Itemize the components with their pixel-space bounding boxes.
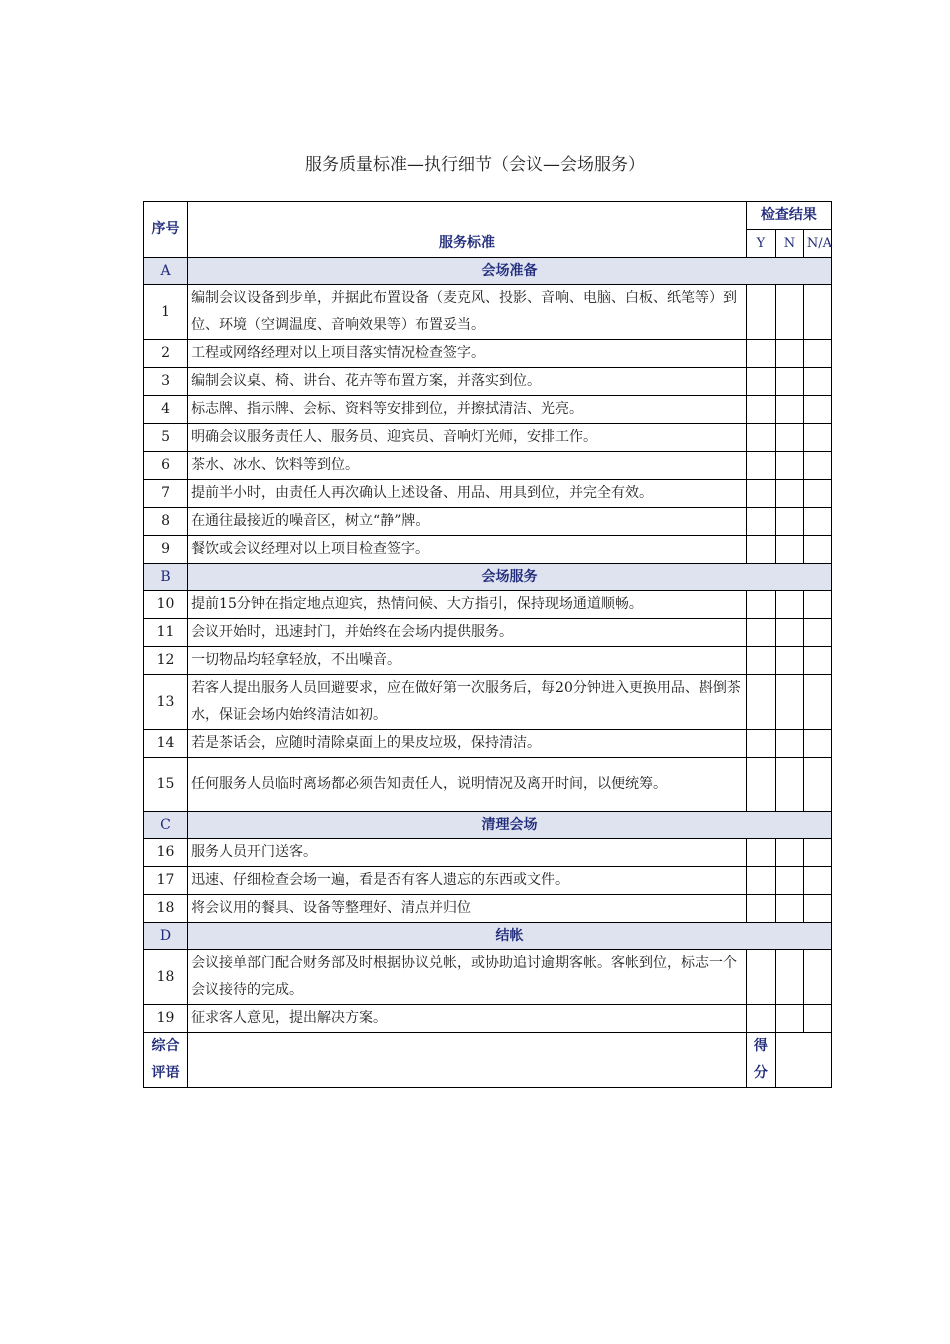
check-na-cell[interactable] [803, 508, 831, 536]
score-label: 得分 [746, 1033, 775, 1088]
header-row [144, 202, 832, 230]
item-standard-text: 会议接单部门配合财务部及时根据协议兑帐，或协助追讨逾期客帐。客帐到位，标志一个会议接待的完成。 [188, 950, 747, 1005]
page-title: 服务质量标准—执行细节（会议—会场服务） [305, 155, 645, 175]
table-row [144, 730, 832, 758]
check-y-cell[interactable] [746, 536, 775, 564]
check-na-cell[interactable] [803, 480, 831, 508]
item-standard-text: 一切物品均轻拿轻放，不出噪音。 [188, 647, 747, 675]
table-row [144, 396, 832, 424]
header-standard: 服务标准 [188, 202, 747, 258]
check-na-cell[interactable] [803, 647, 831, 675]
item-number: 3 [144, 368, 188, 396]
check-na-cell[interactable] [803, 368, 831, 396]
item-number: 8 [144, 508, 188, 536]
check-y-cell[interactable] [746, 340, 775, 368]
check-na-cell[interactable] [803, 895, 831, 923]
table-row [144, 950, 832, 1005]
check-na-cell[interactable] [803, 839, 831, 867]
item-number: 9 [144, 536, 188, 564]
check-n-cell[interactable] [775, 285, 803, 340]
check-y-cell[interactable] [746, 452, 775, 480]
check-na-cell[interactable] [803, 424, 831, 452]
item-standard-text: 若是茶话会，应随时清除桌面上的果皮垃圾，保持清洁。 [188, 730, 747, 758]
item-number: 18 [144, 895, 188, 923]
item-standard-text: 将会议用的餐具、设备等整理好、清点并归位 [188, 895, 747, 923]
check-n-cell[interactable] [775, 591, 803, 619]
section-code: C [144, 812, 188, 839]
check-y-cell[interactable] [746, 675, 775, 730]
check-na-cell[interactable] [803, 950, 831, 1005]
check-na-cell[interactable] [803, 758, 831, 812]
service-standard-table [143, 201, 832, 1088]
item-standard-text: 在通往最接近的噪音区，树立“静”牌。 [188, 508, 747, 536]
item-number: 14 [144, 730, 188, 758]
section-title: 结帐 [188, 923, 832, 950]
check-na-cell[interactable] [803, 452, 831, 480]
check-n-cell[interactable] [775, 1005, 803, 1033]
check-n-cell[interactable] [775, 867, 803, 895]
comment-field[interactable] [188, 1033, 747, 1088]
item-number: 19 [144, 1005, 188, 1033]
item-standard-text: 编制会议设备到步单，并据此布置设备（麦克风、投影、音响、电脑、白板、纸笔等）到位、环境（空调温度、音响效果等）布置妥当。 [188, 285, 747, 340]
item-number: 16 [144, 839, 188, 867]
check-na-cell[interactable] [803, 340, 831, 368]
check-y-cell[interactable] [746, 950, 775, 1005]
check-y-cell[interactable] [746, 396, 775, 424]
section-row [144, 812, 832, 839]
table-row [144, 839, 832, 867]
check-y-cell[interactable] [746, 591, 775, 619]
item-number: 13 [144, 675, 188, 730]
table-row [144, 619, 832, 647]
item-standard-text: 迅速、仔细检查会场一遍，看是否有客人遗忘的东西或文件。 [188, 867, 747, 895]
table-row [144, 536, 832, 564]
check-na-cell[interactable] [803, 285, 831, 340]
item-standard-text: 征求客人意见，提出解决方案。 [188, 1005, 747, 1033]
check-na-cell[interactable] [803, 536, 831, 564]
check-n-cell[interactable] [775, 340, 803, 368]
item-number: 18 [144, 950, 188, 1005]
header-no: 序号 [144, 202, 188, 258]
item-number: 1 [144, 285, 188, 340]
section-code: A [144, 258, 188, 285]
check-n-cell[interactable] [775, 536, 803, 564]
check-y-cell[interactable] [746, 839, 775, 867]
check-n-cell[interactable] [775, 396, 803, 424]
check-n-cell[interactable] [775, 619, 803, 647]
table-row [144, 675, 832, 730]
section-title: 清理会场 [188, 812, 832, 839]
item-standard-text: 标志牌、指示牌、会标、资料等安排到位，并擦拭清洁、光亮。 [188, 396, 747, 424]
section-code: D [144, 923, 188, 950]
check-n-cell[interactable] [775, 950, 803, 1005]
section-code: B [144, 564, 188, 591]
section-title: 会场服务 [188, 564, 832, 591]
item-standard-text: 若客人提出服务人员回避要求，应在做好第一次服务后，每20分钟进入更换用品、斟倒茶水，保证会场内始终清洁如初。 [188, 675, 747, 730]
table-row [144, 368, 832, 396]
item-standard-text: 服务人员开门送客。 [188, 839, 747, 867]
item-number: 15 [144, 758, 188, 812]
table-row [144, 340, 832, 368]
check-y-cell[interactable] [746, 867, 775, 895]
item-standard-text: 明确会议服务责任人、服务员、迎宾员、音响灯光师，安排工作。 [188, 424, 747, 452]
check-na-cell[interactable] [803, 619, 831, 647]
check-y-cell[interactable] [746, 285, 775, 340]
check-n-cell[interactable] [775, 480, 803, 508]
table-row [144, 1005, 832, 1033]
score-field[interactable] [775, 1033, 831, 1088]
check-n-cell[interactable] [775, 730, 803, 758]
check-y-cell[interactable] [746, 1005, 775, 1033]
section-row [144, 258, 832, 285]
header-check-result: 检查结果 [746, 202, 831, 230]
comment-label: 综合评语 [144, 1033, 188, 1088]
check-na-cell[interactable] [803, 591, 831, 619]
check-y-cell[interactable] [746, 480, 775, 508]
check-n-cell[interactable] [775, 895, 803, 923]
item-standard-text: 编制会议桌、椅、讲台、花卉等布置方案，并落实到位。 [188, 368, 747, 396]
item-number: 5 [144, 424, 188, 452]
check-n-cell[interactable] [775, 839, 803, 867]
item-standard-text: 提前15分钟在指定地点迎宾，热情问候、大方指引，保持现场通道顺畅。 [188, 591, 747, 619]
check-y-cell[interactable] [746, 647, 775, 675]
item-standard-text: 工程或网络经理对以上项目落实情况检查签字。 [188, 340, 747, 368]
table-row [144, 867, 832, 895]
check-y-cell[interactable] [746, 619, 775, 647]
section-title: 会场准备 [188, 258, 832, 285]
check-na-cell[interactable] [803, 675, 831, 730]
item-standard-text: 会议开始时，迅速封门，并始终在会场内提供服务。 [188, 619, 747, 647]
check-n-cell[interactable] [775, 758, 803, 812]
item-number: 10 [144, 591, 188, 619]
check-n-cell[interactable] [775, 452, 803, 480]
check-n-cell[interactable] [775, 508, 803, 536]
check-n-cell[interactable] [775, 675, 803, 730]
check-na-cell[interactable] [803, 730, 831, 758]
table-row [144, 508, 832, 536]
check-n-cell[interactable] [775, 647, 803, 675]
check-n-cell[interactable] [775, 424, 803, 452]
table-row [144, 424, 832, 452]
check-y-cell[interactable] [746, 895, 775, 923]
item-standard-text: 茶水、冰水、饮料等到位。 [188, 452, 747, 480]
section-row [144, 923, 832, 950]
header-na: N/A [803, 230, 831, 258]
table-row [144, 285, 832, 340]
item-standard-text: 提前半小时，由责任人再次确认上述设备、用品、用具到位，并完全有效。 [188, 480, 747, 508]
table-row [144, 758, 832, 812]
item-number: 6 [144, 452, 188, 480]
table-row [144, 452, 832, 480]
check-y-cell[interactable] [746, 758, 775, 812]
header-y: Y [746, 230, 775, 258]
table-row [144, 895, 832, 923]
item-number: 12 [144, 647, 188, 675]
table-row [144, 480, 832, 508]
check-y-cell[interactable] [746, 368, 775, 396]
table-row [144, 591, 832, 619]
item-number: 17 [144, 867, 188, 895]
check-y-cell[interactable] [746, 730, 775, 758]
table-row [144, 647, 832, 675]
check-na-cell[interactable] [803, 1005, 831, 1033]
item-number: 11 [144, 619, 188, 647]
check-y-cell[interactable] [746, 424, 775, 452]
header-n: N [775, 230, 803, 258]
section-row [144, 564, 832, 591]
check-y-cell[interactable] [746, 508, 775, 536]
check-n-cell[interactable] [775, 368, 803, 396]
check-na-cell[interactable] [803, 396, 831, 424]
item-number: 7 [144, 480, 188, 508]
item-number: 4 [144, 396, 188, 424]
item-standard-text: 餐饮或会议经理对以上项目检查签字。 [188, 536, 747, 564]
footer-row [144, 1033, 832, 1088]
check-na-cell[interactable] [803, 867, 831, 895]
item-standard-text: 任何服务人员临时离场都必须告知责任人，说明情况及离开时间，以便统筹。 [188, 758, 747, 812]
item-number: 2 [144, 340, 188, 368]
